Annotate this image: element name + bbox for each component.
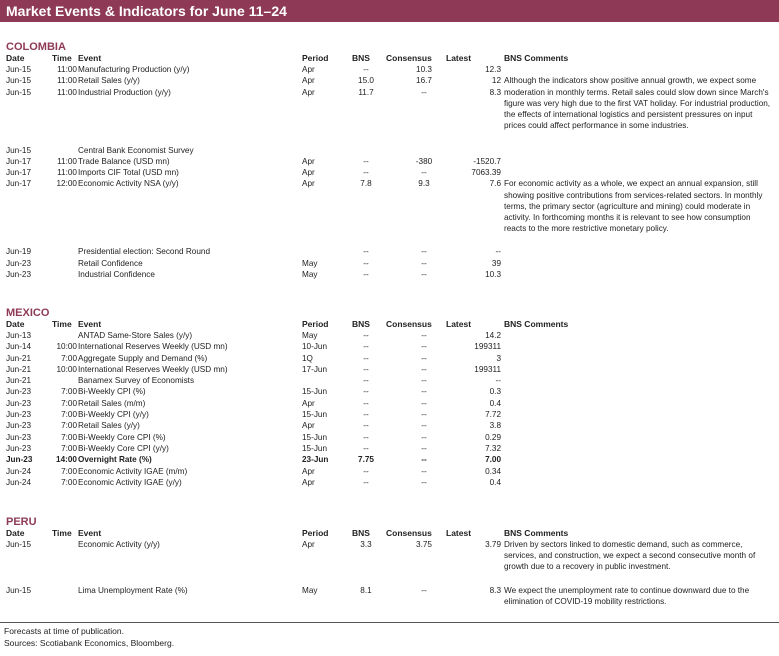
country-heading: MEXICO: [6, 307, 50, 319]
footer-sources-note: Sources: Scotiabank Economics, Bloomberg.: [4, 638, 175, 648]
row-period: 15-Jun: [302, 443, 328, 453]
header-consensus: Consensus: [386, 319, 432, 329]
row-consensus: --: [421, 421, 427, 431]
table-row: [6, 87, 774, 145]
row-time: 14:00: [56, 455, 77, 465]
header-period: Period: [302, 319, 329, 329]
row-time: 7:00: [61, 421, 77, 431]
header-consensus: Consensus: [386, 53, 432, 63]
table-row: [6, 258, 774, 269]
row-consensus: --: [421, 586, 427, 595]
row-date: Jun-21: [6, 364, 32, 374]
row-latest: 7.00: [485, 455, 501, 465]
row-event: Banamex Survey of Economists: [78, 376, 195, 386]
row-consensus: --: [421, 477, 427, 487]
row-latest: 12: [491, 76, 501, 86]
header-comments: BNS Comments: [504, 53, 569, 63]
row-event: Overnight Rate (%): [78, 455, 152, 465]
row-period: Apr: [302, 398, 315, 408]
row-event: Lima Unemployment Rate (%): [78, 586, 188, 595]
row-bns: --: [363, 410, 369, 420]
row-event: Retail Sales (m/m): [78, 398, 146, 408]
table-row: [6, 167, 774, 178]
row-latest: --: [495, 376, 501, 386]
table-row: [6, 353, 774, 364]
header-event: Event: [78, 528, 102, 538]
table-row: [6, 539, 774, 585]
row-latest: -1520.7: [473, 156, 501, 166]
row-latest: 14.2: [485, 331, 501, 340]
table-row: [6, 364, 774, 375]
row-date: Jun-23: [6, 455, 33, 465]
row-date: Jun-23: [6, 443, 32, 453]
row-date: Jun-17: [6, 168, 32, 178]
page-title: Market Events & Indicators for June 11–24: [0, 0, 779, 22]
row-time: 7:00: [61, 432, 77, 442]
row-event: Retail Sales (y/y): [78, 76, 140, 86]
row-latest: 12.3: [485, 65, 501, 74]
row-date: Jun-23: [6, 258, 32, 268]
row-event: International Reserves Weekly (USD mn): [78, 364, 228, 374]
row-consensus: --: [421, 87, 427, 97]
row-period: 1Q: [302, 353, 313, 363]
row-latest: 3.79: [485, 540, 501, 549]
row-period: 15-Jun: [302, 432, 328, 442]
row-latest: 7.32: [485, 443, 501, 453]
table-row: [6, 466, 774, 477]
row-event: Manufacturing Production (y/y): [78, 65, 190, 74]
row-bns: --: [363, 247, 369, 257]
row-period: Apr: [302, 477, 315, 487]
row-consensus: --: [421, 247, 427, 257]
row-consensus: 10.3: [416, 65, 432, 74]
row-consensus: 3.75: [416, 540, 432, 549]
row-latest: 39: [491, 258, 501, 268]
header-date: Date: [6, 319, 25, 329]
table-row: [6, 585, 774, 609]
row-period: Apr: [302, 421, 315, 431]
row-date: Jun-17: [6, 179, 32, 189]
row-date: Jun-24: [6, 466, 32, 476]
row-event: Industrial Confidence: [78, 270, 155, 280]
row-period: 10-Jun: [302, 342, 328, 352]
row-event: ANTAD Same-Store Sales (y/y): [78, 331, 193, 340]
row-date: Jun-17: [6, 156, 32, 166]
header-period: Period: [302, 53, 329, 63]
row-period: May: [302, 586, 318, 595]
row-date: Jun-23: [6, 387, 32, 397]
header-event: Event: [78, 319, 102, 329]
row-date: Jun-15: [6, 586, 32, 595]
row-date: Jun-23: [6, 270, 32, 280]
footer-notes: [4, 625, 174, 649]
row-date: Jun-23: [6, 421, 32, 431]
row-bns: --: [363, 443, 369, 453]
row-period: Apr: [302, 168, 315, 178]
table-row: [6, 246, 774, 257]
row-time: 7:00: [61, 353, 77, 363]
peru-section: [6, 516, 774, 609]
row-bns: --: [363, 477, 369, 487]
header-date: Date: [6, 53, 25, 63]
header-latest: Latest: [446, 319, 472, 329]
table-row: [6, 409, 774, 420]
row-date: Jun-15: [6, 87, 32, 97]
row-date: Jun-21: [6, 353, 32, 363]
row-period: 15-Jun: [302, 410, 328, 420]
header-event: Event: [78, 53, 102, 63]
row-event: Bi-Weekly Core CPI (y/y): [78, 443, 169, 453]
row-consensus: --: [421, 353, 427, 363]
row-date: Jun-23: [6, 432, 32, 442]
table-row: [6, 443, 774, 454]
row-comments: We expect the unemployment rate to continue downward due to the elimination of COVID-19 mobility restrictions.: [504, 586, 750, 607]
table-row: [6, 178, 774, 246]
row-period: 23-Jun: [302, 455, 329, 465]
row-latest: 0.34: [485, 466, 501, 476]
header-time: Time: [52, 53, 72, 63]
table-row: [6, 330, 774, 341]
row-event: Trade Balance (USD mn): [78, 156, 170, 166]
row-bns: --: [363, 168, 369, 178]
row-consensus: --: [421, 455, 427, 465]
table-header: [6, 53, 774, 64]
row-period: May: [302, 270, 318, 280]
header-time: Time: [52, 319, 72, 329]
row-comments: For economic activity as a whole, we expect an annual expansion, still showing positive contributions from services-related sectors. In monthly terms, the primary sector (agriculture and mining) could moderate in activity. In forthcoming months it is relevant to see how consumption reacts to the more restrictive monetary policy.: [504, 179, 763, 234]
row-date: Jun-15: [6, 76, 32, 86]
row-event: Aggregate Supply and Demand (%): [78, 353, 208, 363]
row-bns: --: [363, 421, 369, 431]
header-latest: Latest: [446, 528, 472, 538]
row-consensus: -380: [415, 156, 433, 166]
row-consensus: --: [421, 376, 427, 386]
row-consensus: --: [421, 466, 427, 476]
row-latest: 10.3: [485, 270, 501, 280]
row-period: May: [302, 258, 318, 268]
row-bns: --: [363, 331, 369, 340]
table-header: [6, 528, 774, 539]
row-time: 11:00: [57, 76, 77, 86]
table-row: [6, 375, 774, 386]
header-comments: BNS Comments: [504, 528, 569, 538]
row-period: Apr: [302, 466, 315, 476]
header-latest: Latest: [446, 53, 472, 63]
header-bns: BNS: [352, 319, 370, 329]
row-latest: 8.3: [489, 586, 501, 595]
row-latest: 7.6: [489, 179, 501, 189]
colombia-section: [6, 41, 774, 280]
row-bns: --: [363, 432, 369, 442]
row-consensus: --: [421, 398, 427, 408]
row-consensus: --: [421, 342, 427, 352]
row-period: Apr: [302, 87, 315, 97]
row-date: Jun-21: [6, 376, 32, 386]
row-event: International Reserves Weekly (USD mn): [78, 342, 228, 352]
row-latest: 3: [496, 353, 501, 363]
row-latest: 199311: [474, 342, 501, 352]
row-bns: --: [363, 342, 369, 352]
row-bns: 3.3: [360, 540, 372, 549]
header-consensus: Consensus: [386, 528, 432, 538]
row-period: Apr: [302, 65, 315, 74]
table-row: [6, 454, 774, 465]
row-consensus: --: [421, 410, 427, 420]
footer-forecast-note: Forecasts at time of publication.: [4, 626, 125, 636]
row-bns: 8.1: [360, 586, 372, 595]
row-event: Economic Activity IGAE (m/m): [78, 466, 188, 476]
header-date: Date: [6, 528, 25, 538]
row-event: Presidential election: Second Round: [78, 247, 210, 257]
row-period: Apr: [302, 76, 315, 86]
row-period: Apr: [302, 540, 315, 549]
row-event: Bi-Weekly CPI (%): [78, 387, 146, 397]
row-time: 7:00: [61, 410, 77, 420]
row-consensus: 16.7: [416, 76, 432, 86]
row-latest: --: [495, 247, 501, 257]
row-latest: 7.72: [485, 410, 501, 420]
row-bns: --: [363, 466, 369, 476]
row-consensus: --: [421, 432, 427, 442]
row-event: Economic Activity IGAE (y/y): [78, 477, 182, 487]
row-consensus: --: [421, 270, 427, 280]
header-bns: BNS: [352, 53, 370, 63]
table-row: [6, 145, 774, 156]
row-date: Jun-15: [6, 540, 32, 549]
row-date: Jun-14: [6, 342, 32, 352]
row-date: Jun-24: [6, 477, 32, 487]
header-period: Period: [302, 528, 329, 538]
row-consensus: --: [421, 331, 427, 340]
table-row: [6, 156, 774, 167]
row-bns: 11.7: [358, 87, 374, 97]
table-row: [6, 420, 774, 431]
row-latest: 8.3: [489, 87, 501, 97]
row-time: 7:00: [61, 398, 77, 408]
row-date: Jun-13: [6, 331, 32, 340]
row-time: 10:00: [56, 342, 77, 352]
row-time: 11:00: [57, 65, 77, 74]
row-consensus: 9.3: [418, 179, 430, 189]
row-consensus: --: [421, 443, 427, 453]
row-time: 11:00: [57, 156, 77, 166]
row-time: 7:00: [61, 466, 77, 476]
footer-divider: [0, 622, 779, 623]
row-bns: --: [363, 376, 369, 386]
row-time: 7:00: [61, 443, 77, 453]
row-event: Bi-Weekly CPI (y/y): [78, 410, 149, 420]
colombia-rows: [6, 64, 774, 280]
row-bns: --: [363, 156, 369, 166]
row-latest: 0.4: [489, 398, 501, 408]
row-bns: --: [363, 353, 369, 363]
row-comments: Although the indicators show positive annual growth, we expect some moderation in monthly terms. Retail sales could slow down since March's figure was very high due to the first VAT holiday. For industrial production, the effects of international logistics and persistent pressures on input prices could affect performance in some industries.: [504, 76, 771, 131]
row-latest: 7063.39: [471, 168, 501, 178]
row-time: 7:00: [61, 387, 77, 397]
row-event: Economic Activity (y/y): [78, 540, 160, 549]
table-row: [6, 477, 774, 488]
row-time: 11:00: [57, 168, 77, 178]
table-row: [6, 386, 774, 397]
row-period: 17-Jun: [302, 364, 328, 374]
row-bns: 15.0: [358, 76, 374, 86]
row-latest: 0.3: [489, 387, 501, 397]
row-bns: --: [363, 258, 369, 268]
row-period: Apr: [302, 179, 315, 189]
table-row: [6, 269, 774, 280]
mexico-rows: [6, 330, 774, 488]
row-time: 7:00: [61, 477, 77, 487]
row-period: May: [302, 331, 318, 340]
row-event: Bi-Weekly Core CPI (%): [78, 432, 166, 442]
mexico-section: [6, 307, 774, 488]
row-event: Central Bank Economist Survey: [78, 145, 194, 155]
row-period: 15-Jun: [302, 387, 328, 397]
country-heading: COLOMBIA: [6, 41, 66, 53]
row-time: 10:00: [56, 364, 77, 374]
header-bns: BNS: [352, 528, 370, 538]
row-consensus: --: [421, 258, 427, 268]
row-consensus: --: [421, 387, 427, 397]
row-date: Jun-23: [6, 398, 32, 408]
row-bns: 7.8: [360, 179, 372, 189]
row-event: Industrial Production (y/y): [78, 87, 171, 97]
row-bns: --: [363, 65, 369, 74]
row-event: Economic Activity NSA (y/y): [78, 179, 179, 189]
row-date: Jun-15: [6, 145, 32, 155]
row-latest: 0.29: [485, 432, 501, 442]
country-heading: PERU: [6, 516, 37, 528]
row-consensus: --: [421, 364, 427, 374]
row-latest: 0.4: [489, 477, 501, 487]
header-comments: BNS Comments: [504, 319, 569, 329]
row-bns: 7.75: [358, 455, 374, 465]
row-period: Apr: [302, 156, 315, 166]
table-row: [6, 432, 774, 443]
peru-rows: [6, 539, 774, 609]
row-date: Jun-23: [6, 410, 32, 420]
row-bns: --: [363, 387, 369, 397]
row-latest: 199311: [474, 364, 501, 374]
row-bns: --: [363, 270, 369, 280]
row-time: 11:00: [57, 87, 77, 97]
table-row: [6, 398, 774, 409]
table-row: [6, 64, 774, 75]
row-latest: 3.8: [489, 421, 501, 431]
row-time: 12:00: [56, 179, 77, 189]
row-event: Retail Confidence: [78, 258, 143, 268]
row-date: Jun-19: [6, 247, 32, 257]
row-comments: Driven by sectors linked to domestic demand, such as commerce, services, and construction, we expect a second consecutive month of growth due to a recovery in public investment.: [504, 540, 756, 572]
header-time: Time: [52, 528, 72, 538]
table-header: [6, 319, 774, 330]
row-bns: --: [363, 364, 369, 374]
row-consensus: --: [421, 168, 427, 178]
row-event: Retail Sales (y/y): [78, 421, 140, 431]
row-event: Imports CIF Total (USD mn): [78, 168, 179, 178]
table-row: [6, 341, 774, 352]
row-date: Jun-15: [6, 65, 32, 74]
row-bns: --: [363, 398, 369, 408]
